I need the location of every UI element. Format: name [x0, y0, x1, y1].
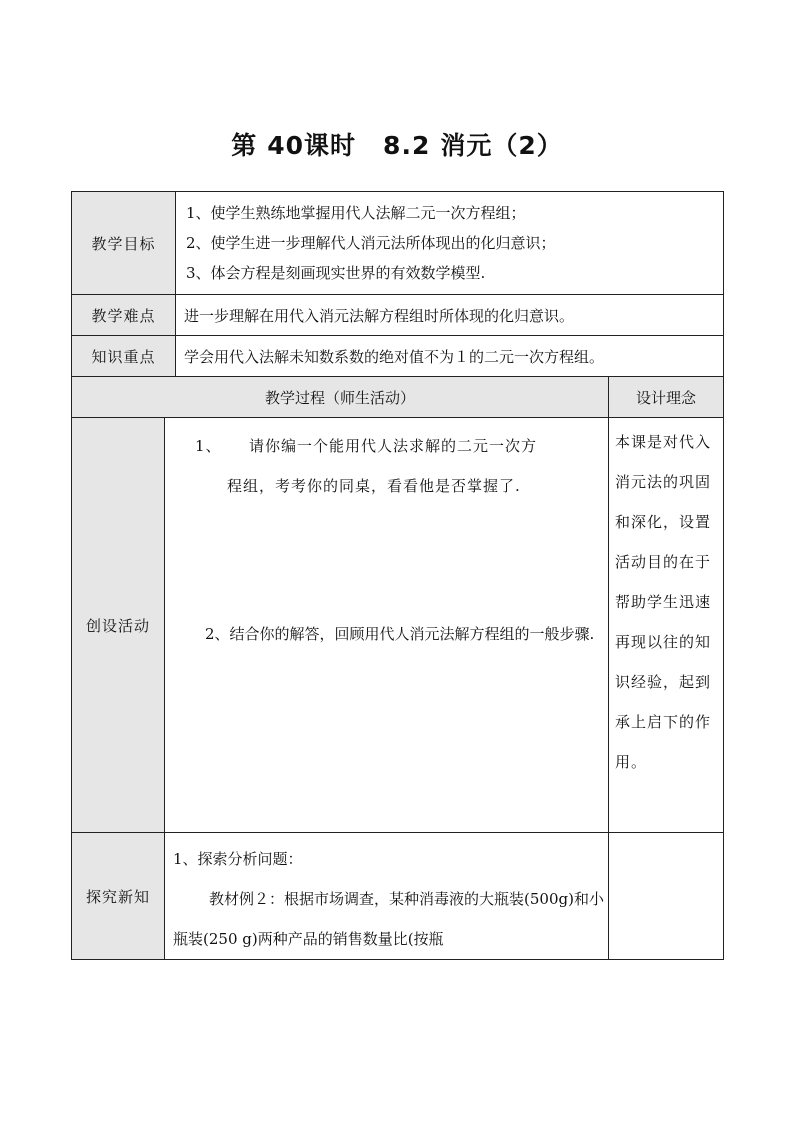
activity-item-2: 2、结合你的解答，回顾用代人消元法解方程组的一般步骤. — [205, 625, 595, 643]
objectives-row — [72, 192, 724, 295]
title-topic: 消元（2） — [440, 131, 563, 160]
activity-row — [72, 418, 724, 833]
title-lesson-number: 40课时 — [267, 131, 357, 160]
lesson-plan-table — [71, 191, 724, 960]
process-header: 教学过程（师生活动） — [72, 377, 609, 418]
explore-design-concept — [609, 833, 724, 960]
objective-item: 3、体会方程是刻画现实世界的有效数学模型. — [186, 264, 486, 282]
activity-design-concept: 本课是对代入消元法的巩固和深化，设置活动目的在于帮助学生迅速再现以往的知识经验，起到承上启下的作用。 — [609, 418, 724, 833]
key-points-label: 知识重点 — [72, 336, 176, 377]
key-points-text: 学会用代入法解未知数系数的绝对值不为１的二元一次方程组。 — [176, 336, 724, 377]
title-prefix: 第 — [231, 131, 258, 160]
concept-header: 设计理念 — [609, 377, 724, 418]
key-points-row — [72, 336, 724, 377]
explore-row — [72, 833, 724, 960]
title-section-number: 8.2 — [383, 131, 431, 160]
difficulty-label: 教学难点 — [72, 295, 176, 336]
objective-item: 1、使学生熟练地掌握用代人法解二元一次方程组； — [186, 204, 526, 222]
activity-item-1-first-line: 请你编一个能用代人法求解的二元一次方 — [249, 437, 538, 455]
activity-content — [165, 418, 609, 833]
spacer — [173, 506, 604, 614]
objectives-content — [176, 192, 724, 295]
objective-item: 2、使学生进一步理解代人消元法所体现出的化归意识； — [186, 234, 556, 252]
explore-line: 教材例２：根据市场调查，某种消毒液的大瓶装(500g)和小瓶装(250 g)两种产品的销售数量比(按瓶 — [173, 890, 604, 948]
activity-item-1-continuation: 程组，考考你的同桌，看看他是否掌握了. — [227, 477, 521, 495]
section-header-row — [72, 377, 724, 418]
page-title — [0, 126, 794, 162]
activity-item-1-number: 1、 — [195, 437, 222, 455]
explore-label: 探究新知 — [72, 833, 165, 960]
explore-line: 1、探索分析问题： — [173, 850, 303, 868]
activity-label: 创设活动 — [72, 418, 165, 833]
difficulty-row — [72, 295, 724, 336]
difficulty-text: 进一步理解在用代入消元法解方程组时所体现的化归意识。 — [176, 295, 724, 336]
objectives-label: 教学目标 — [72, 192, 176, 295]
explore-content — [165, 833, 609, 960]
activity-item-1 — [173, 426, 604, 466]
